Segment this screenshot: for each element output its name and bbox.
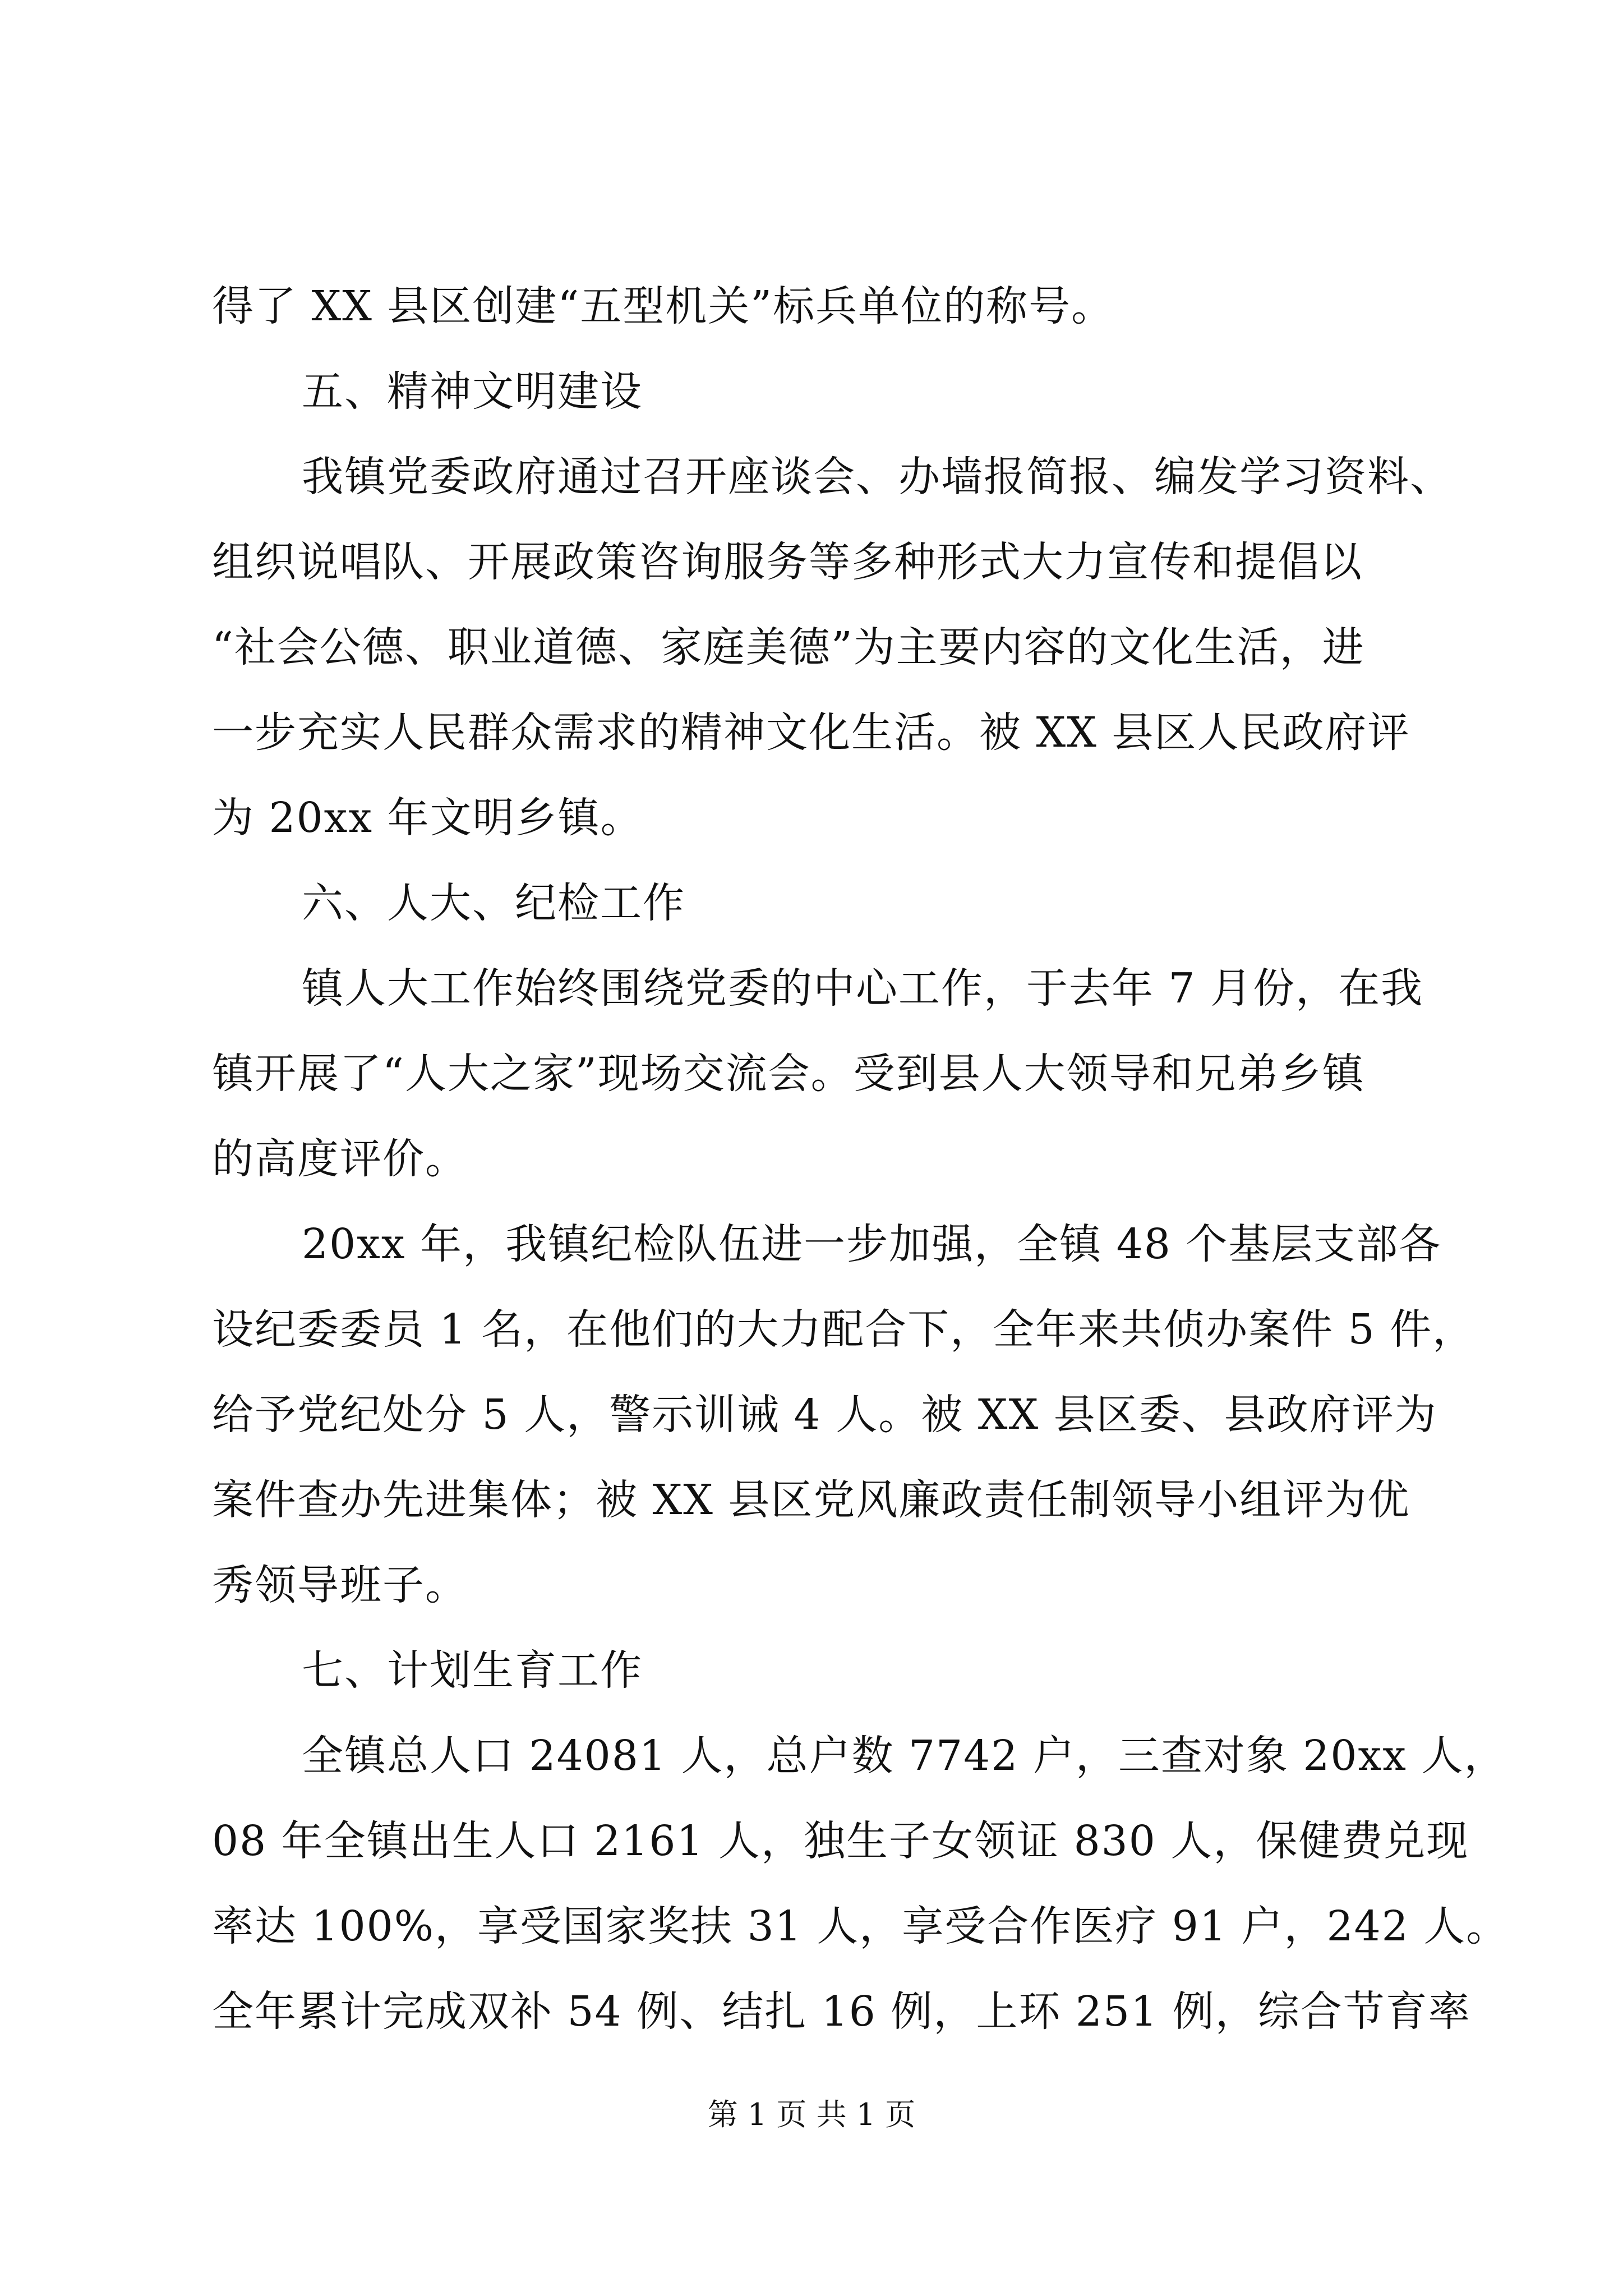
text-line: 为 20xx 年文明乡镇。 xyxy=(212,794,643,842)
text-line: 得了 XX 县区创建“五型机关”标兵单位的称号。 xyxy=(212,282,1114,330)
text-line: 秀领导班子。 xyxy=(212,1561,468,1609)
text-line: 组织说唱队、开展政策咨询服务等多种形式大力宣传和提倡以 xyxy=(212,538,1363,586)
text-line: 案件查办先进集体；被 XX 县区党风廉政责任制领导小组评为优 xyxy=(212,1476,1410,1524)
page-footer: 第 1 页 共 1 页 xyxy=(707,2097,916,2132)
text-line: 一步充实人民群众需求的精神文化生活。被 XX 县区人民政府评 xyxy=(212,708,1410,757)
text-line: 镇人大工作始终围绕党委的中心工作，于去年 7 月份，在我 xyxy=(302,964,1424,1013)
section-heading: 七、计划生育工作 xyxy=(302,1646,643,1695)
section-heading: 六、人大、纪检工作 xyxy=(302,879,685,927)
text-line: 的高度评价。 xyxy=(212,1135,468,1183)
text-line: 我镇党委政府通过召开座谈会、办墙报简报、编发学习资料、 xyxy=(302,453,1453,501)
text-line: 全年累计完成双补 54 例、结扎 16 例，上环 251 例，综合节育率 xyxy=(212,1987,1471,2036)
text-line: 率达 100%，享受国家奖扶 31 人，享受合作医疗 91 户，242 人。 xyxy=(212,1902,1509,1950)
text-line: 设纪委委员 1 名，在他们的大力配合下，全年来共侦办案件 5 件， xyxy=(212,1305,1476,1354)
text-line: 20xx 年，我镇纪检队伍进一步加强，全镇 48 个基层支部各 xyxy=(302,1220,1442,1268)
text-line: 全镇总人口 24081 人，总户数 7742 户，三查对象 20xx 人， xyxy=(302,1732,1507,1780)
document-body xyxy=(212,264,1509,2054)
section-heading: 五、精神文明建设 xyxy=(302,367,643,416)
text-line: “社会公德、职业道德、家庭美德”为主要内容的文化生活，进 xyxy=(212,623,1365,671)
text-line: 给予党纪处分 5 人，警示训诫 4 人。被 XX 县区委、县政府评为 xyxy=(212,1391,1437,1439)
text-line: 08 年全镇出生人口 2161 人，独生子女领证 830 人，保健费兑现 xyxy=(212,1817,1469,1865)
text-line: 镇开展了“人大之家”现场交流会。受到县人大领导和兄弟乡镇 xyxy=(212,1050,1365,1098)
